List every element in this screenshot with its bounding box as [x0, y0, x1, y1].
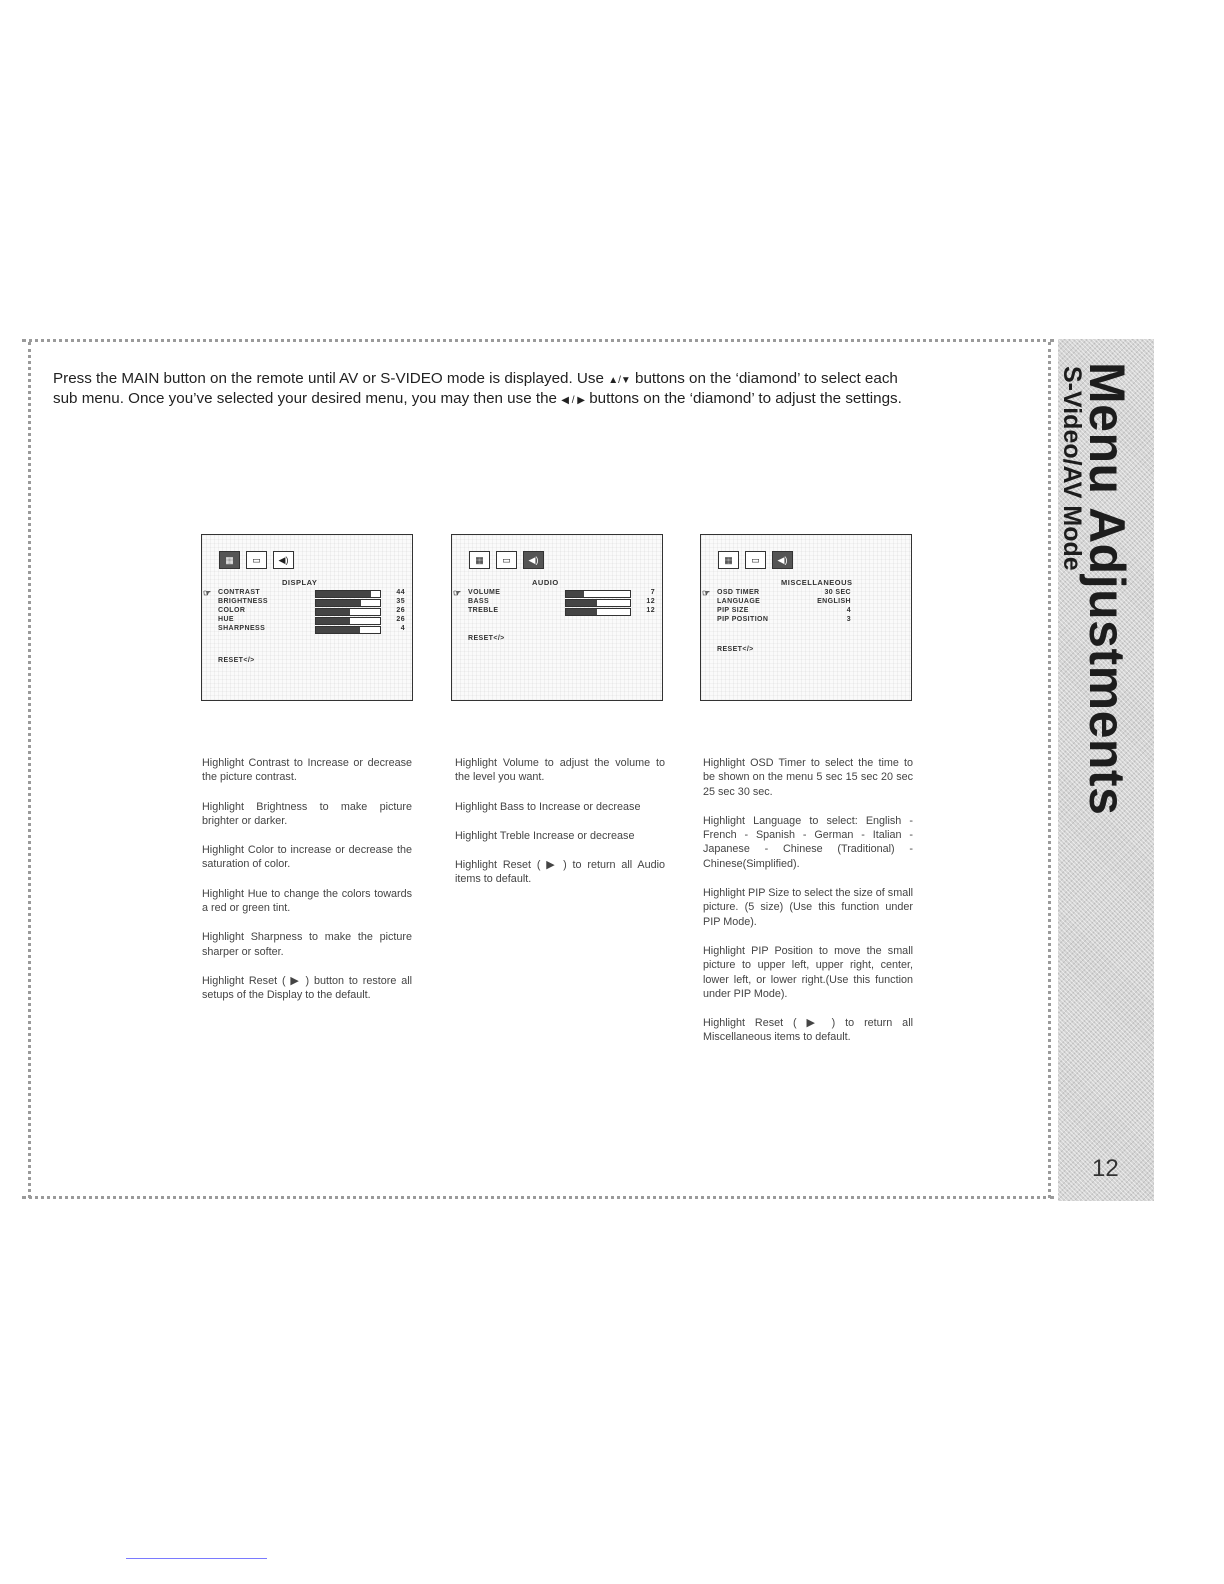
menu-row-value: 44 — [396, 589, 405, 596]
menu-row — [202, 616, 412, 625]
screen-tab-icon: ▭ — [496, 551, 517, 569]
level-fill — [316, 591, 371, 597]
menu-row — [701, 598, 911, 607]
screen-tab-icon: ▭ — [246, 551, 267, 569]
level-fill — [316, 618, 350, 624]
speaker-tab-icon: ◀) — [523, 551, 544, 569]
description-paragraph: Highlight Contrast to Increase or decrease the picture contrast. — [202, 757, 412, 784]
menu-row-label: CONTRAST — [218, 589, 261, 596]
display-menu-rows — [202, 589, 412, 634]
cursor-hand-icon: ☞ — [203, 588, 212, 598]
level-fill — [316, 627, 360, 633]
menu-row-value: 12 — [646, 607, 655, 614]
menu-row — [202, 589, 412, 598]
footer-rule — [126, 1558, 267, 1559]
frame-bottom-border — [22, 1196, 1054, 1205]
display-tab-icon: ▦ — [219, 551, 240, 569]
menu-row-label: HUE — [218, 616, 234, 623]
menu-row-value: 35 — [396, 598, 405, 605]
menu-row — [452, 589, 662, 598]
level-fill — [566, 609, 597, 615]
screen-tab-icon: ▭ — [745, 551, 766, 569]
frame-right-border — [1048, 342, 1057, 1198]
display-menu-title: DISPLAY — [282, 578, 318, 587]
menu-row — [202, 598, 412, 607]
menu-row-label: COLOR — [218, 607, 246, 614]
left-right-arrows-icon: ◀ / ▶ — [561, 395, 585, 406]
menu-row-value: 12 — [646, 598, 655, 605]
menu-row-value: 4 — [846, 607, 851, 614]
menu-row — [202, 625, 412, 634]
menu-row-label: BRIGHTNESS — [218, 598, 268, 605]
display-tab-icon: ▦ — [718, 551, 739, 569]
description-paragraph: Highlight Reset ( ▶ ) to return all Audio items to default. — [455, 859, 665, 886]
menu-row-value: 3 — [846, 616, 851, 623]
page-number: 12 — [1092, 1155, 1119, 1182]
section-subtitle: S-Video/AV Mode — [1058, 366, 1086, 571]
description-paragraph: Highlight Language to select: English - French - Spanish - German - Italian - Japanese - Chinese (Traditional) - Chinese(Simplified). — [703, 814, 913, 870]
level-fill — [316, 609, 350, 615]
audio-menu-title: AUDIO — [532, 578, 559, 587]
menu-row-value: 26 — [396, 616, 405, 623]
menu-row-label: SHARPNESS — [218, 625, 266, 632]
intro-paragraph — [53, 370, 913, 410]
level-fill — [566, 591, 584, 597]
cursor-hand-icon: ☞ — [453, 588, 462, 598]
audio-menu-rows — [452, 589, 662, 616]
menu-row — [701, 616, 911, 625]
menu-row-value: ENGLISH — [817, 598, 851, 605]
frame-top-border — [22, 339, 1054, 348]
description-paragraph: Highlight Hue to change the colors towards a red or green tint. — [202, 887, 412, 915]
description-paragraph: Highlight Reset ( ▶ ) to return all Miscellaneous items to default. — [703, 1017, 913, 1044]
speaker-tab-icon: ◀) — [772, 551, 793, 569]
menu-row-value: 30 SEC — [824, 589, 851, 596]
reset-option: RESET</> — [218, 657, 255, 664]
description-paragraph: Highlight Volume to adjust the volume to the level you want. — [455, 757, 665, 784]
misc-menu-title: MISCELLANEOUS — [781, 578, 853, 587]
description-paragraph: Highlight PIP Size to select the size of small picture. (5 size) (Use this function under PIP Mode). — [703, 887, 913, 928]
menu-row — [701, 607, 911, 616]
menu-row-label: BASS — [468, 598, 490, 605]
menu-row-label: TREBLE — [468, 607, 499, 614]
menu-row-value: 26 — [396, 607, 405, 614]
menu-row-value: 7 — [650, 589, 655, 596]
display-tab-icon: ▦ — [469, 551, 490, 569]
audio-menu-screen — [451, 534, 663, 701]
menu-row — [452, 598, 662, 607]
display-descriptions — [202, 756, 412, 1018]
reset-option: RESET</> — [717, 646, 754, 653]
intro-text-1: Press the MAIN button on the remote until AV or S-VIDEO mode is displayed. Use — [53, 370, 604, 387]
menu-tab-icons — [219, 551, 294, 569]
menu-row — [202, 607, 412, 616]
menu-row — [701, 589, 911, 598]
description-paragraph: Highlight Color to increase or decrease the saturation of color. — [202, 844, 412, 871]
level-fill — [316, 600, 361, 606]
reset-option: RESET</> — [468, 635, 505, 642]
up-down-arrows-icon: ▲/▼ — [608, 375, 631, 386]
description-paragraph: Highlight Reset ( ▶ ) button to restore all setups of the Display to the default. — [202, 974, 412, 1002]
misc-menu-screen — [700, 534, 912, 701]
frame-left-border — [28, 342, 37, 1198]
menu-row — [452, 607, 662, 616]
section-title: Menu Adjustments — [1079, 362, 1135, 816]
description-paragraph: Highlight OSD Timer to select the time to be shown on the menu 5 sec 15 sec 20 sec 25 sec 30 sec. — [703, 757, 913, 798]
description-paragraph: Highlight Bass to Increase or decrease — [455, 800, 641, 813]
menu-row-label: OSD TIMER — [717, 589, 760, 596]
menu-row-label: LANGUAGE — [717, 598, 761, 605]
misc-descriptions — [703, 756, 913, 1060]
menu-row-value: 4 — [400, 625, 405, 632]
speaker-tab-icon: ◀) — [273, 551, 294, 569]
audio-descriptions — [455, 756, 665, 902]
description-paragraph: Highlight Sharpness to make the picture sharper or softer. — [202, 931, 412, 958]
cursor-hand-icon: ☞ — [702, 588, 711, 598]
description-paragraph: Highlight Treble Increase or decrease — [455, 829, 635, 842]
description-paragraph: Highlight Brightness to make picture brighter or darker. — [202, 800, 412, 827]
menu-row-label: VOLUME — [468, 589, 501, 596]
menu-row-label: PIP SIZE — [717, 607, 749, 614]
menu-row-label: PIP POSITION — [717, 616, 769, 623]
menu-tab-icons — [718, 551, 793, 569]
description-paragraph: Highlight PIP Position to move the small picture to upper left, upper right, center, lower left, or lower right.(Use this function under PIP Mode). — [703, 944, 913, 1000]
intro-text-3: buttons on the ‘diamond’ to adjust the settings. — [589, 390, 902, 407]
display-menu-screen — [201, 534, 413, 701]
intro-text-2: buttons on the ‘diamond’ to select each sub menu. Once you’ve selected your desired menu, you may then use the — [53, 370, 898, 407]
level-fill — [566, 600, 597, 606]
menu-tab-icons — [469, 551, 544, 569]
misc-menu-rows — [701, 589, 911, 625]
